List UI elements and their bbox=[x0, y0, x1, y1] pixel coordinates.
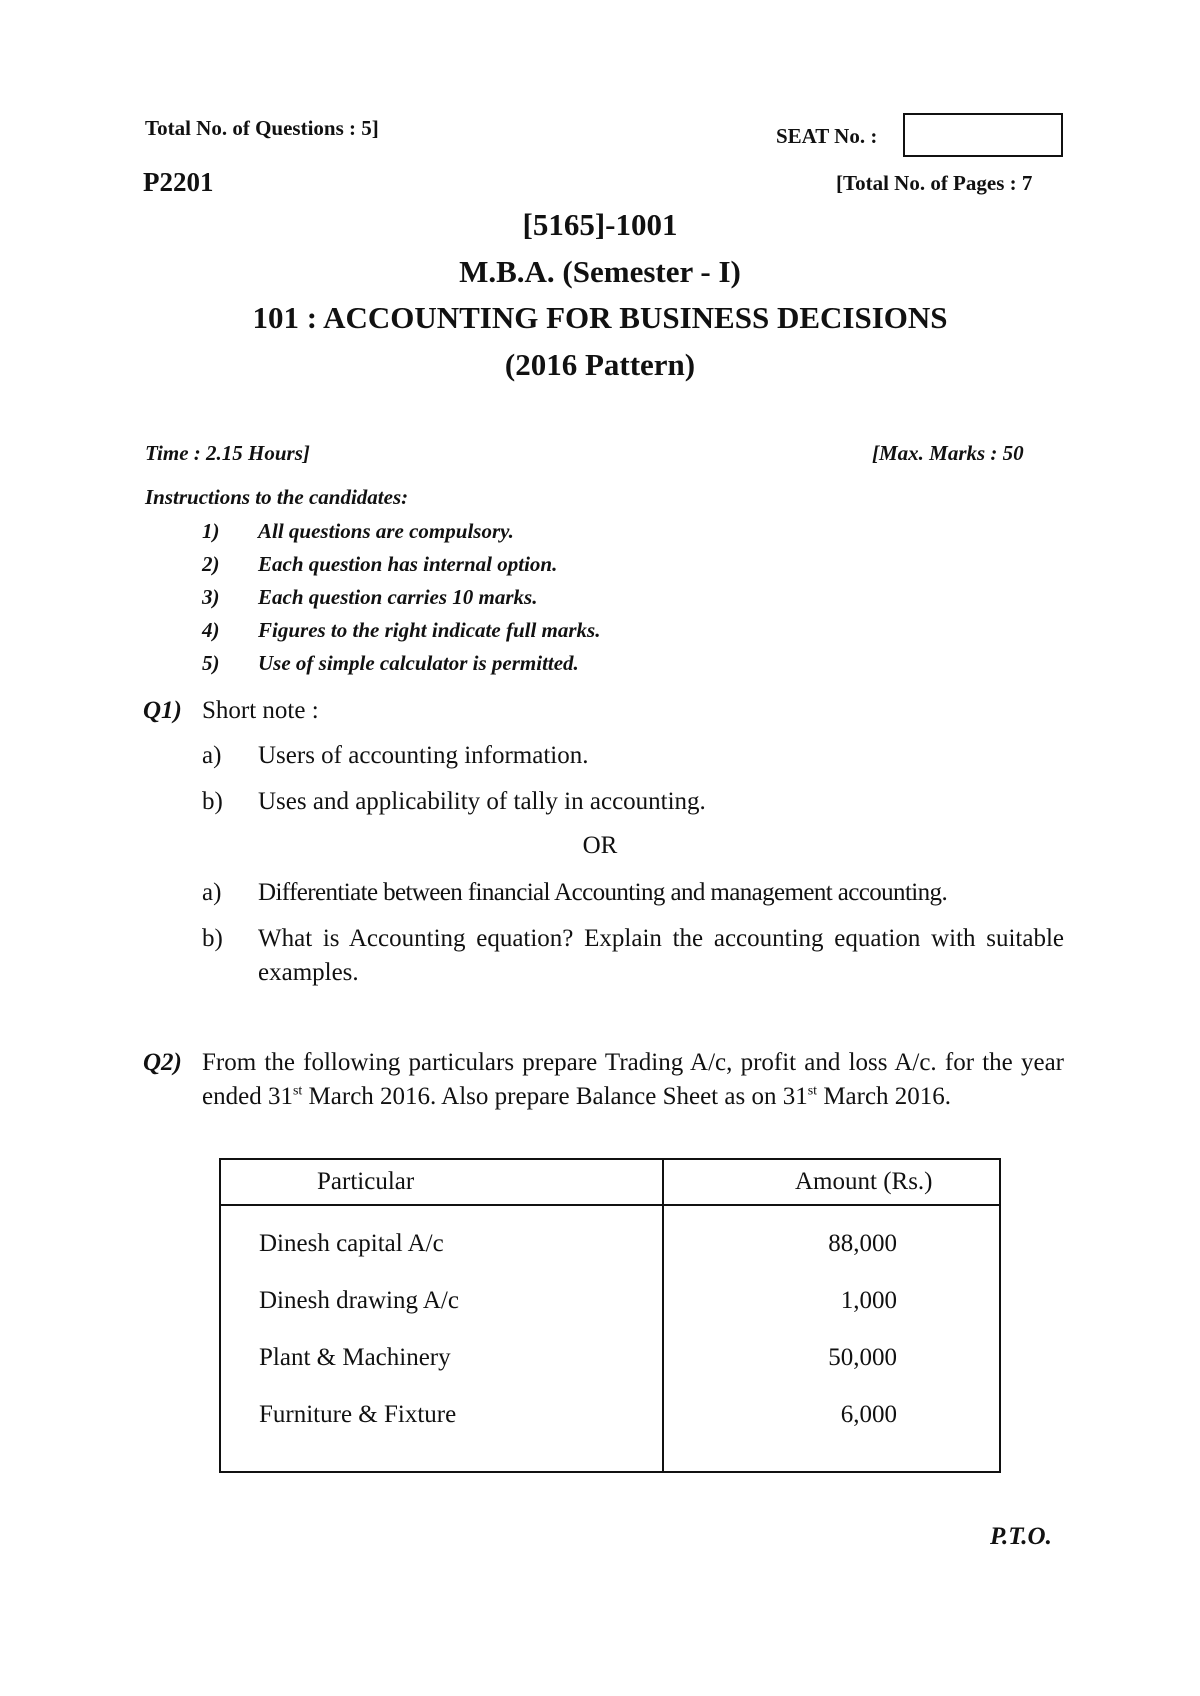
instruction-item bbox=[0, 618, 1200, 642]
instruction-number: 2) bbox=[202, 552, 220, 576]
max-marks: [Max. Marks : 50 bbox=[872, 441, 1024, 465]
instruction-text: All questions are compulsory. bbox=[258, 519, 514, 543]
instruction-item bbox=[0, 585, 1200, 609]
table-cell-particular: Dinesh capital A/c bbox=[259, 1230, 444, 1257]
q1-label: Q1) bbox=[143, 697, 182, 724]
table-header-particular: Particular bbox=[317, 1168, 415, 1195]
table-cell-amount: 6,000 bbox=[840, 1401, 897, 1428]
q1-part-text: Users of accounting information. bbox=[258, 742, 589, 769]
table-cell-amount: 1,000 bbox=[840, 1287, 897, 1314]
instruction-item bbox=[0, 651, 1200, 675]
course-title: M.B.A. (Semester - I) bbox=[459, 254, 741, 289]
q2-text-part: March 2016. bbox=[817, 1083, 952, 1110]
instruction-text: Figures to the right indicate full marks. bbox=[258, 618, 601, 642]
subject-title: 101 : ACCOUNTING FOR BUSINESS DECISIONS bbox=[252, 300, 948, 335]
table-cell-particular: Dinesh drawing A/c bbox=[259, 1287, 459, 1314]
table-cell-particular: Furniture & Fixture bbox=[259, 1401, 457, 1428]
q2-text-part: From the following particulars prepare Trading A/c, profit and loss A/c. for the year ended 31 bbox=[202, 1049, 1064, 1110]
q2-label: Q2) bbox=[143, 1049, 182, 1076]
instruction-text: Each question carries 10 marks. bbox=[258, 585, 538, 609]
instruction-number: 4) bbox=[202, 618, 220, 642]
table-header-divider bbox=[221, 1204, 999, 1206]
q1-alt-part-text: What is Accounting equation? Explain the accounting equation with suitable examples. bbox=[258, 925, 1064, 986]
q2-text-part: March 2016. Also prepare Balance Sheet as on 31 bbox=[302, 1083, 808, 1110]
q1-alt-part-text: Differentiate between financial Accounting and management accounting. bbox=[258, 879, 948, 906]
instruction-text: Use of simple calculator is permitted. bbox=[258, 651, 579, 675]
instruction-number: 3) bbox=[202, 585, 220, 609]
instruction-number: 1) bbox=[202, 519, 220, 543]
q2-superscript: st bbox=[292, 1083, 303, 1099]
pto-marker: P.T.O. bbox=[990, 1523, 1052, 1550]
seat-number-box bbox=[903, 113, 1063, 157]
q1-title: Short note : bbox=[202, 697, 319, 724]
instruction-item bbox=[0, 552, 1200, 576]
exam-code: [5165]-1001 bbox=[522, 207, 678, 242]
pattern-title: (2016 Pattern) bbox=[504, 347, 696, 382]
table-column-divider bbox=[662, 1160, 664, 1471]
instructions-heading: Instructions to the candidates: bbox=[145, 485, 409, 509]
instruction-text: Each question has internal option. bbox=[258, 552, 558, 576]
q1-alt-part-letter: a) bbox=[202, 879, 222, 906]
paper-code: P2201 bbox=[143, 167, 214, 197]
seat-label: SEAT No. : bbox=[776, 124, 878, 148]
particulars-table bbox=[219, 1158, 1001, 1473]
table-cell-amount: 50,000 bbox=[828, 1344, 897, 1371]
table-cell-particular: Plant & Machinery bbox=[259, 1344, 451, 1371]
q2-question-text bbox=[202, 1046, 1064, 1114]
table-header-amount: Amount (Rs.) bbox=[795, 1168, 933, 1195]
q1-part-text: Uses and applicability of tally in accounting. bbox=[258, 788, 706, 815]
q2-superscript: st bbox=[807, 1083, 818, 1099]
q1-alt-part-letter: b) bbox=[202, 925, 223, 952]
table-cell-amount: 88,000 bbox=[828, 1230, 897, 1257]
instruction-number: 5) bbox=[202, 651, 220, 675]
total-pages: [Total No. of Pages : 7 bbox=[836, 171, 1033, 195]
q1-part-letter: b) bbox=[202, 788, 223, 815]
total-questions: Total No. of Questions : 5] bbox=[145, 116, 379, 140]
instruction-item bbox=[0, 519, 1200, 543]
or-separator: OR bbox=[582, 832, 618, 859]
time-allowed: Time : 2.15 Hours] bbox=[145, 441, 310, 465]
q1-part-letter: a) bbox=[202, 742, 222, 769]
